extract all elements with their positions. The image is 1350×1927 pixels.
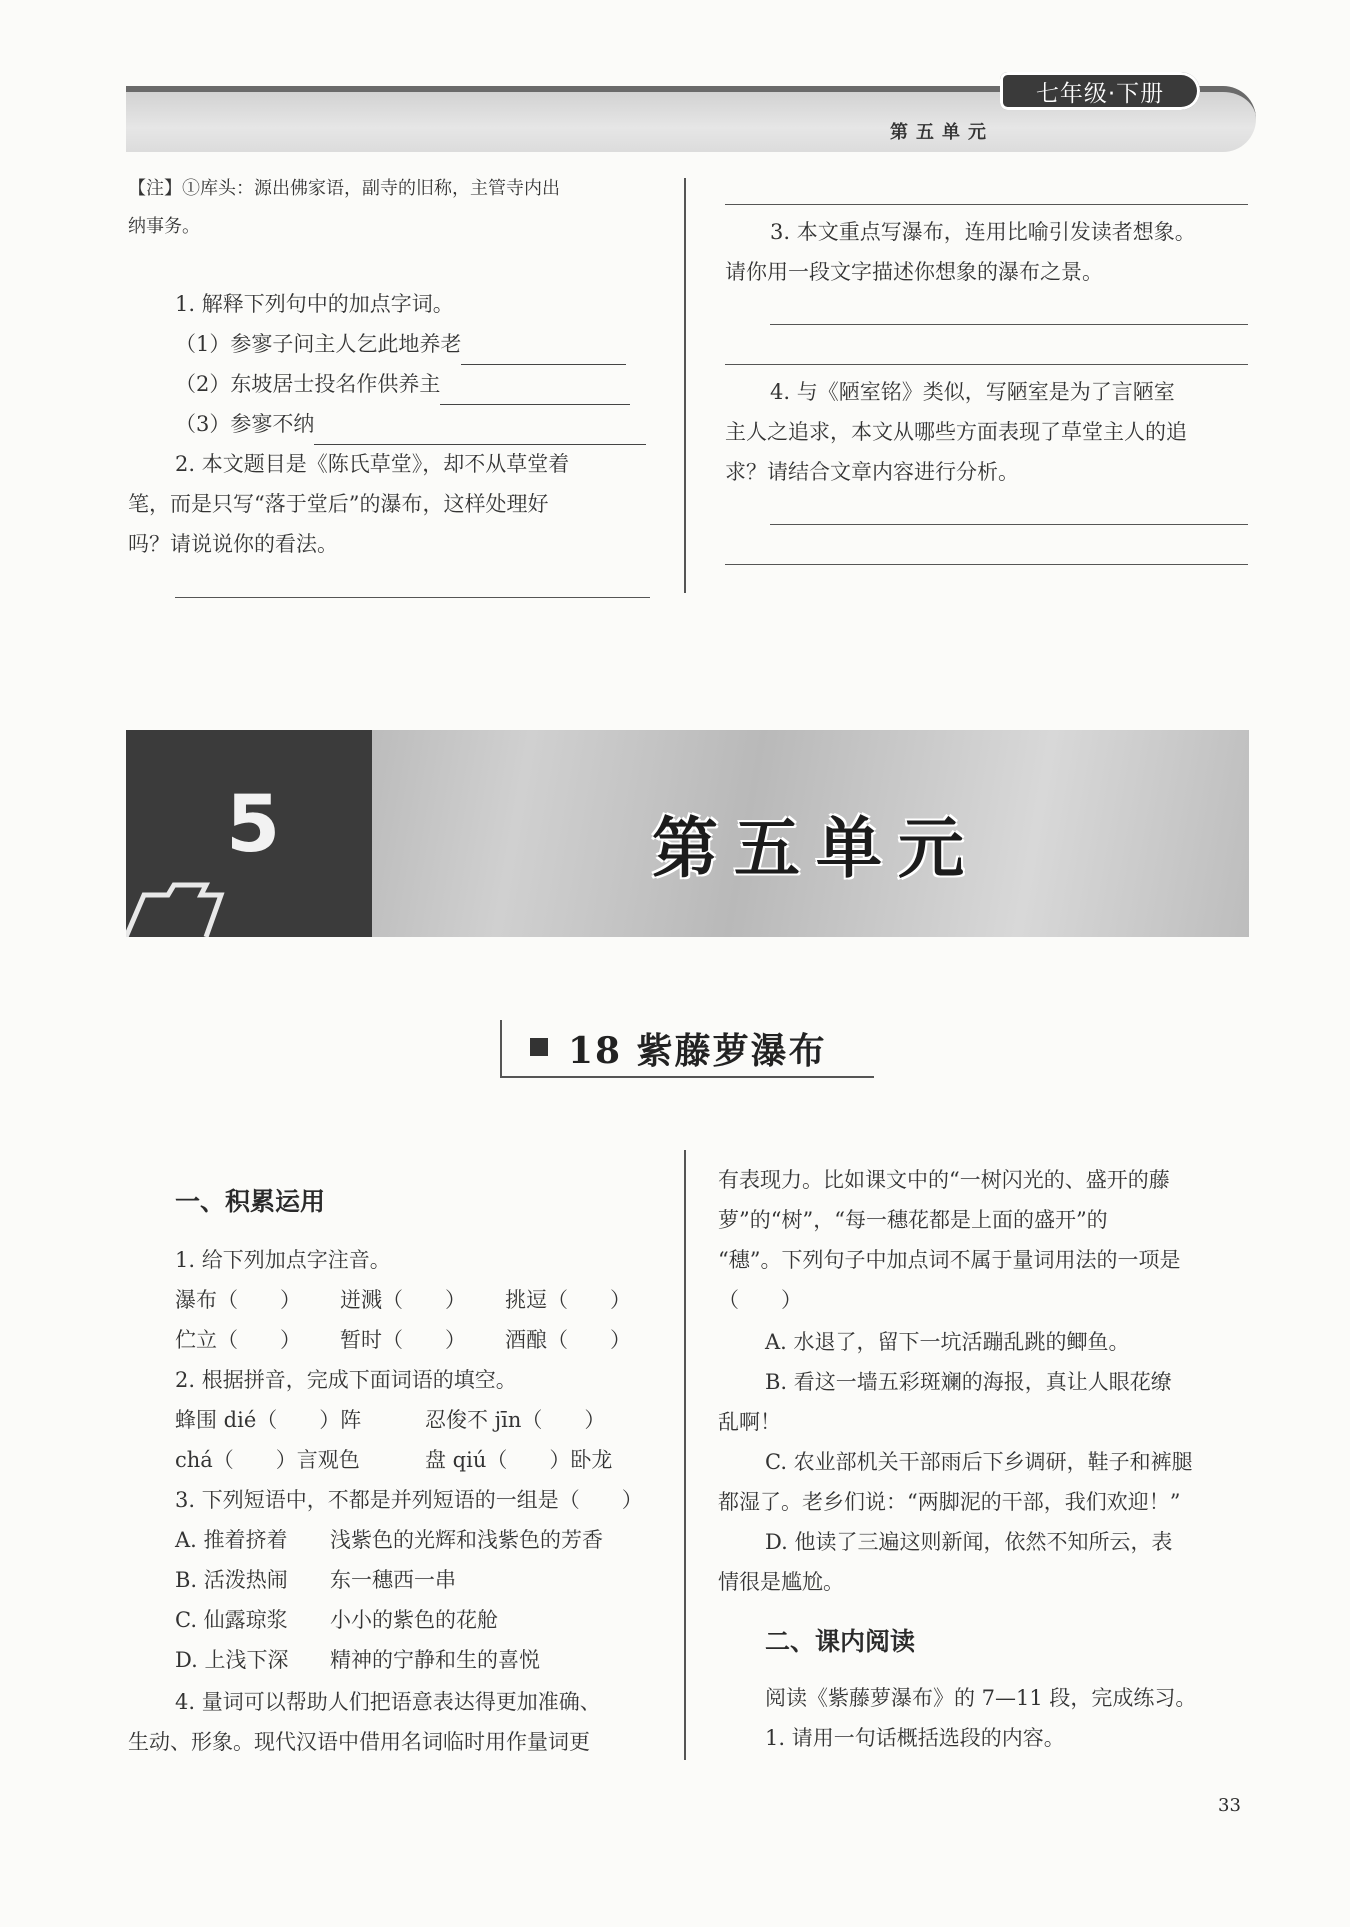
lesson-marker-icon	[530, 1038, 548, 1056]
reading-q1: 1. 请用一句话概括选段的内容。	[765, 1726, 1065, 1750]
answer-line[interactable]	[770, 524, 1248, 525]
q3-line-2: 请你用一段文字描述你想象的瀑布之景。	[725, 260, 1103, 284]
option-text: 小小的紫色的花舱	[330, 1608, 498, 1632]
column-divider	[684, 1150, 686, 1760]
q1-item-1: （1）参寥子问主人乞此地养老	[175, 324, 626, 365]
option-text: 精神的宁静和生的喜悦	[330, 1648, 540, 1672]
fill-item: 忍俊不 jīn（ ）	[425, 1408, 606, 1432]
fill-item: 蜂围 dié（ ）阵	[175, 1408, 362, 1432]
grade-tab: 七年级·下册	[1000, 72, 1200, 110]
b-q4-line-2: 生动、形象。现代汉语中借用名词临时用作量词更	[128, 1730, 590, 1754]
pinyin-item: 暂时（ ）	[340, 1328, 466, 1352]
q1-item-3: （3）参寥不纳	[175, 404, 646, 445]
r-line: “穗”。下列句子中加点词不属于量词用法的一项是	[718, 1248, 1181, 1272]
option-a: A. 水退了，留下一坑活蹦乱跳的鲫鱼。	[765, 1330, 1130, 1354]
b-q2: 2. 根据拼音，完成下面词语的填空。	[175, 1368, 517, 1392]
folder-icon	[126, 875, 226, 937]
q2-line-2: 笔，而是只写“落于堂后”的瀑布，这样处理好	[128, 492, 549, 516]
r-line: （ ）	[718, 1288, 802, 1312]
option-label: A. 推着挤着	[175, 1528, 288, 1552]
q4-line-2: 主人之追求，本文从哪些方面表现了草堂主人的追	[725, 420, 1187, 444]
option-d-cont: 情很是尴尬。	[718, 1570, 844, 1594]
page-number: 33	[1218, 1795, 1241, 1816]
option-text: 东一穗西一串	[330, 1568, 456, 1592]
b-q1: 1. 给下列加点字注音。	[175, 1248, 391, 1272]
b-q3: 3. 下列短语中，不都是并列短语的一组是（ ）	[175, 1488, 643, 1512]
option-label: C. 仙露琼浆	[175, 1608, 288, 1632]
pinyin-item: 迸溅（ ）	[340, 1288, 466, 1312]
option-text: 浅紫色的光辉和浅紫色的芳香	[330, 1528, 603, 1552]
answer-blank[interactable]	[314, 420, 646, 445]
option-b-cont: 乱啊！	[718, 1410, 781, 1434]
q1-item-2: （2）东坡居士投名作供养主	[175, 364, 630, 405]
fill-item: 盘 qiú（ ）卧龙	[425, 1448, 613, 1472]
q4-line-3: 求？请结合文章内容进行分析。	[725, 460, 1019, 484]
column-divider	[684, 178, 686, 593]
pinyin-item: 瀑布（ ）	[175, 1288, 301, 1312]
option-label: B. 活泼热闹	[175, 1568, 288, 1592]
unit-number: 5	[226, 780, 281, 870]
q2-line-1: 2. 本文题目是《陈氏草堂》，却不从草堂着	[175, 452, 570, 476]
b-q4-line-1: 4. 量词可以帮助人们把语意表达得更加准确、	[175, 1690, 601, 1714]
q1-text: 1. 解释下列句中的加点字词。	[175, 292, 454, 316]
pinyin-item: 酒酿（ ）	[505, 1328, 631, 1352]
answer-blank[interactable]	[440, 380, 630, 405]
section-heading: 二、课内阅读	[765, 1627, 916, 1656]
q2-line-3: 吗？请说说你的看法。	[128, 532, 338, 556]
pinyin-item: 伫立（ ）	[175, 1328, 301, 1352]
header-unit: 第五单元	[890, 122, 994, 143]
q4-line-1: 4. 与《陋室铭》类似，写陋室是为了言陋室	[770, 380, 1175, 404]
fill-item: chá（ ）言观色	[175, 1448, 360, 1472]
answer-line[interactable]	[725, 204, 1248, 205]
option-label: D. 上浅下深	[175, 1648, 289, 1672]
option-c: C. 农业部机关干部雨后下乡调研，鞋子和裤腿	[765, 1450, 1193, 1474]
pinyin-item: 挑逗（ ）	[505, 1288, 631, 1312]
lesson-title: 18 紫藤萝瀑布	[568, 1030, 827, 1072]
reading-instruction: 阅读《紫藤萝瀑布》的 7—11 段，完成练习。	[765, 1686, 1197, 1710]
r-line: 有表现力。比如课文中的“一树闪光的、盛开的藤	[718, 1168, 1170, 1192]
note-cont: 纳事务。	[128, 216, 200, 237]
section-heading: 一、积累运用	[175, 1187, 326, 1216]
answer-line[interactable]	[175, 597, 650, 598]
q3-line-1: 3. 本文重点写瀑布，连用比喻引发读者想象。	[770, 220, 1196, 244]
unit-title: 第五单元	[652, 809, 980, 887]
note: 【注】①库头：源出佛家语，副寺的旧称，主管寺内出	[128, 178, 560, 199]
answer-blank[interactable]	[461, 340, 626, 365]
option-c-cont: 都湿了。老乡们说：“两脚泥的干部，我们欢迎！”	[718, 1490, 1181, 1514]
option-b: B. 看这一墙五彩斑斓的海报，真让人眼花缭	[765, 1370, 1172, 1394]
r-line: 萝”的“树”，“每一穗花都是上面的盛开”的	[718, 1208, 1108, 1232]
answer-line[interactable]	[725, 364, 1248, 365]
answer-line[interactable]	[770, 324, 1248, 325]
option-d: D. 他读了三遍这则新闻，依然不知所云，表	[765, 1530, 1173, 1554]
answer-line[interactable]	[725, 564, 1248, 565]
